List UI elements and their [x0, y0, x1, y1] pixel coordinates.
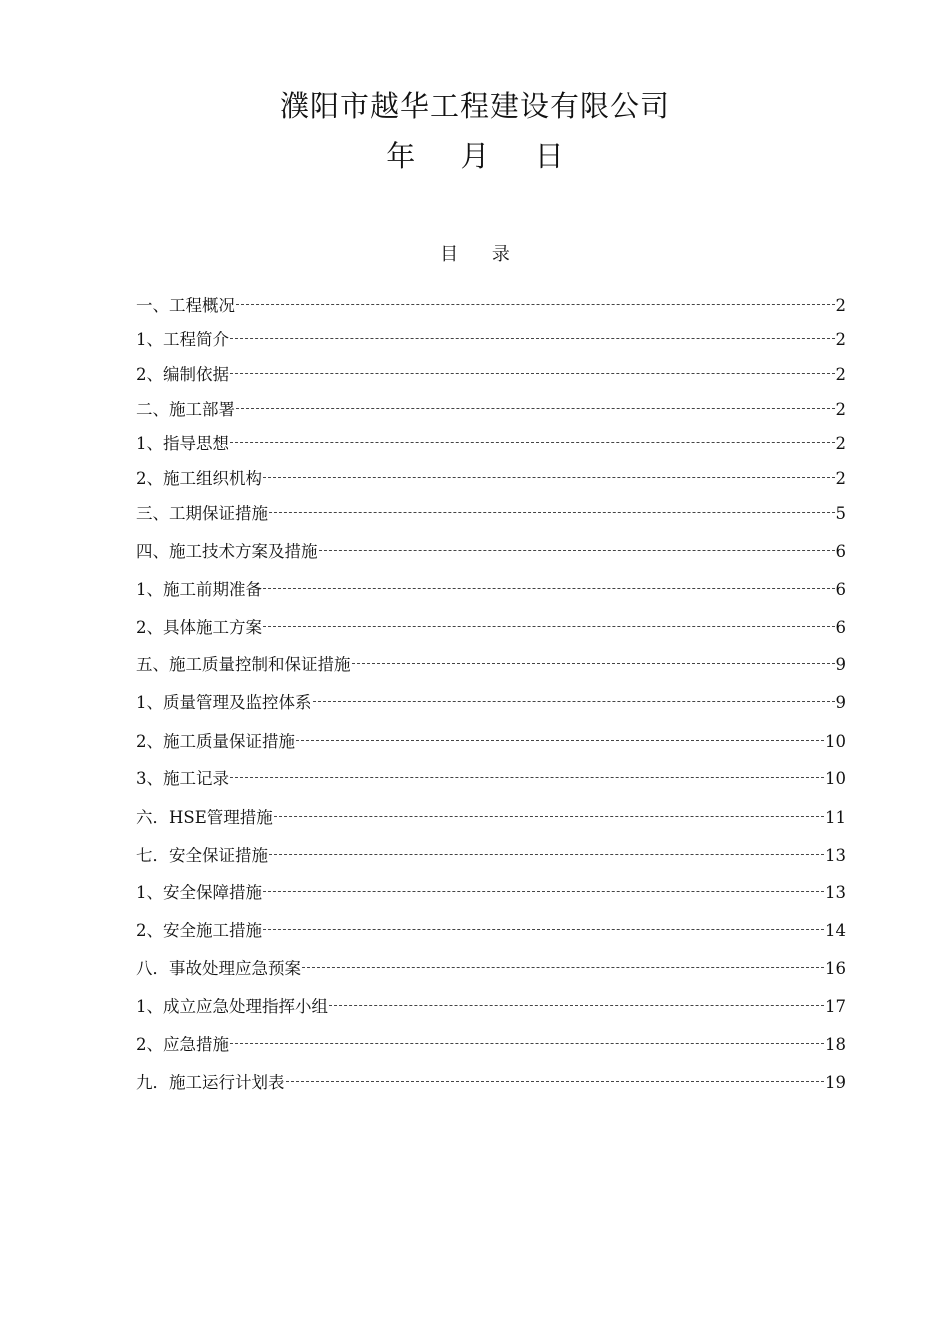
toc-entry[interactable]	[136, 614, 846, 638]
toc-title-right: 录	[491, 244, 510, 265]
toc-entry-label: 九．施工运行计划表	[136, 1073, 285, 1092]
toc-entry-label: 1、安全保障措施	[136, 883, 262, 902]
toc-entry-label: 2、安全施工措施	[136, 921, 262, 940]
toc-title-left: 目	[440, 244, 459, 265]
toc-entry[interactable]	[136, 326, 846, 350]
toc-entry[interactable]	[136, 361, 846, 385]
toc-entry-page: 2	[835, 296, 846, 315]
toc-title	[0, 242, 950, 268]
toc-entry-page: 13	[825, 883, 846, 902]
toc-entry-page: 6	[835, 542, 846, 561]
toc-entry-label: 三、工期保证措施	[136, 504, 268, 523]
toc-entry-page: 16	[825, 959, 846, 978]
toc-leader-line	[302, 960, 824, 974]
toc-entry-page: 11	[825, 808, 846, 827]
toc-entry-page: 13	[825, 846, 846, 865]
toc-leader-line	[296, 733, 824, 747]
toc-entry-label: 2、应急措施	[136, 1035, 229, 1054]
toc-entry[interactable]	[136, 1069, 846, 1093]
toc-entry[interactable]	[136, 765, 846, 789]
toc-entry[interactable]	[136, 993, 846, 1017]
toc-entry-label: 一、工程概况	[136, 296, 235, 315]
toc-entry[interactable]	[136, 651, 846, 675]
toc-entry-page: 2	[835, 434, 846, 453]
toc-leader-line	[263, 884, 824, 898]
toc-leader-line	[263, 619, 835, 633]
toc-entry[interactable]	[136, 538, 846, 562]
toc-entry[interactable]	[136, 879, 846, 903]
toc-entry-page: 9	[835, 655, 846, 674]
toc-entry-page: 10	[825, 732, 846, 751]
toc-leader-line	[236, 401, 835, 415]
toc-leader-line	[236, 297, 835, 311]
toc-entry-label: 1、指导思想	[136, 434, 229, 453]
toc-entry-label: 五、施工质量控制和保证措施	[136, 655, 351, 674]
toc-entry-label: 2、施工质量保证措施	[136, 732, 295, 751]
toc-entry-label: 四、施工技术方案及措施	[136, 542, 318, 561]
toc-leader-line	[352, 656, 835, 670]
toc-entry-page: 5	[835, 504, 846, 523]
toc-entry-label: 2、具体施工方案	[136, 618, 262, 637]
toc-entry[interactable]	[136, 728, 846, 752]
toc-leader-line	[313, 694, 835, 708]
date-year: 年	[386, 139, 416, 173]
date-day: 日	[534, 139, 564, 173]
toc-entry-label: 1、质量管理及监控体系	[136, 693, 312, 712]
toc-entry-page: 14	[825, 921, 846, 940]
toc-leader-line	[319, 543, 835, 557]
toc-entry[interactable]	[136, 576, 846, 600]
toc-entry-page: 18	[825, 1035, 846, 1054]
toc-entry-page: 9	[835, 693, 846, 712]
toc-entry[interactable]	[136, 955, 846, 979]
toc-entry[interactable]	[136, 804, 846, 828]
toc-entry[interactable]	[136, 396, 846, 420]
toc-leader-line	[286, 1074, 825, 1088]
date-month: 月	[460, 139, 490, 173]
toc-entry[interactable]	[136, 1031, 846, 1055]
toc-leader-line	[329, 998, 824, 1012]
toc-leader-line	[269, 505, 835, 519]
toc-entry[interactable]	[136, 917, 846, 941]
company-name: 濮阳市越华工程建设有限公司	[279, 89, 670, 123]
toc-entry-label: 3、施工记录	[136, 769, 229, 788]
date-line	[0, 134, 950, 178]
toc-entry-label: 七．安全保证措施	[136, 846, 268, 865]
toc-entry-page: 17	[825, 997, 846, 1016]
toc-entry-label: 八．事故处理应急预案	[136, 959, 301, 978]
toc-entry-label: 1、工程简介	[136, 330, 229, 349]
toc-entry[interactable]	[136, 465, 846, 489]
toc-leader-line	[263, 470, 835, 484]
toc-leader-line	[230, 331, 835, 345]
toc-entry-label: 二、施工部署	[136, 400, 235, 419]
toc-entry-page: 2	[835, 469, 846, 488]
toc-entry[interactable]	[136, 500, 846, 524]
toc-entry[interactable]	[136, 689, 846, 713]
toc-leader-line	[230, 366, 835, 380]
toc-entry-label: 2、施工组织机构	[136, 469, 262, 488]
toc-entry-label: 1、成立应急处理指挥小组	[136, 997, 328, 1016]
toc-entry-label: 六．HSE管理措施	[136, 808, 273, 827]
toc-entry[interactable]	[136, 842, 846, 866]
toc-entry-page: 10	[825, 769, 846, 788]
toc-entry-label: 1、施工前期准备	[136, 580, 262, 599]
toc-entry-page: 2	[835, 365, 846, 384]
toc-entry[interactable]	[136, 430, 846, 454]
toc-entry-page: 19	[825, 1073, 846, 1092]
toc-leader-line	[274, 809, 824, 823]
toc-entry[interactable]	[136, 292, 846, 316]
toc-entry-page: 6	[835, 618, 846, 637]
toc-entry-page: 2	[835, 330, 846, 349]
toc-leader-line	[230, 770, 824, 784]
toc-leader-line	[263, 922, 824, 936]
toc-leader-line	[269, 847, 824, 861]
toc-entry-label: 2、编制依据	[136, 365, 229, 384]
toc-leader-line	[230, 435, 835, 449]
toc-entry-page: 2	[835, 400, 846, 419]
toc-leader-line	[230, 1036, 824, 1050]
toc-entry-page: 6	[835, 580, 846, 599]
toc-leader-line	[263, 581, 835, 595]
